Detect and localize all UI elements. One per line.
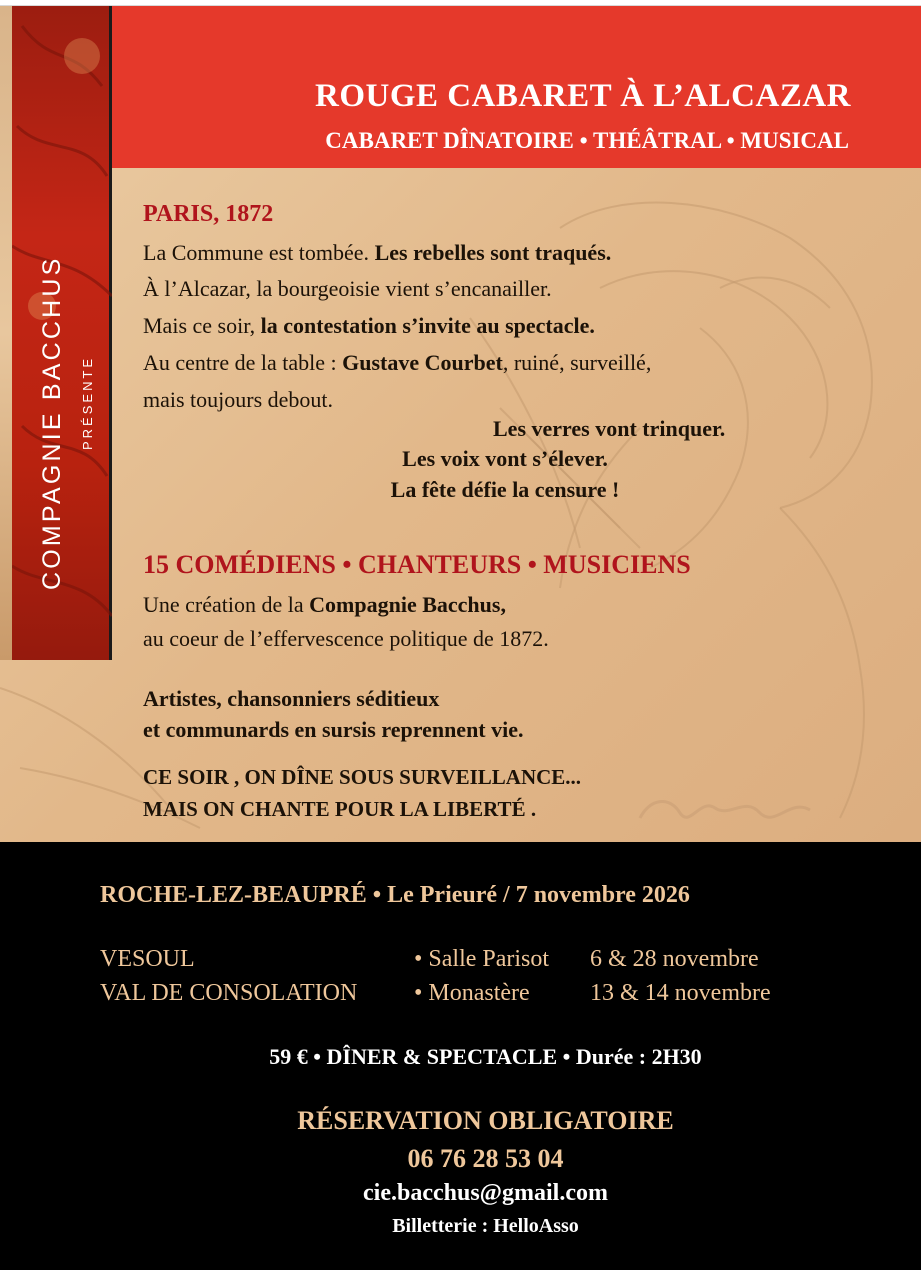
show-title: ROUGE CABARET À L’ALCAZAR [314,78,851,114]
synopsis-line-5: mais toujours debout. [143,387,334,412]
reservation-label: RÉSERVATION OBLIGATOIRE [297,1106,674,1135]
ticketing-info: Billetterie : HelloAsso [392,1215,579,1237]
synopsis-emphasis: Les rebelles sont traqués. [374,240,612,265]
presents-label-vertical: PRÉSENTE [80,355,95,450]
synopsis-heading: PARIS, 1872 [143,201,274,227]
tagline-line-1: CE SOIR , ON DÎNE SOUS SURVEILLANCE... [143,765,582,789]
artists-line-1: Artistes, chansonniers séditieux [143,686,440,711]
centered-line-1: Les verres vont trinquer. [493,416,726,441]
cast-heading: 15 COMÉDIENS • CHANTEURS • MUSICIENS [143,550,691,579]
synopsis-line-2: À l’Alcazar, la bourgeoisie vient s’encanailler. [143,276,552,301]
header-band [112,6,921,168]
venue-place: • Monastère [414,980,530,1006]
poster-side-edge [0,6,12,660]
synopsis-text: Au centre de la table : [143,350,343,375]
venue-dates: 13 & 14 novembre [590,980,771,1006]
cast-line-1 [143,592,506,618]
company-name-vertical: COMPAGNIE BACCHUS [38,255,66,590]
synopsis-line-4 [143,350,651,376]
show-subtitle: CABARET DÎNATOIRE • THÉÂTRAL • MUSICAL [325,128,849,153]
cast-line-2: au coeur de l’effervescence politique de 1872. [143,626,549,651]
price-info: 59 € • DÎNER & SPECTACLE • Durée : 2H30 [269,1044,702,1069]
synopsis-line-3 [143,313,595,339]
synopsis-emphasis: la contestation s’invite au spectacle. [260,313,595,338]
centered-line-2: Les voix vont s’élever. [402,446,608,471]
venue-dates: 6 & 28 novembre [590,946,759,972]
artists-line-2: et communards en sursis reprennent vie. [143,717,524,742]
synopsis-emphasis: Gustave Courbet [342,350,503,375]
venue-city: VAL DE CONSOLATION [100,980,358,1006]
cast-text: Une création de la [143,592,310,617]
venue-place: • Salle Parisot [414,946,550,972]
email-address[interactable]: cie.bacchus@gmail.com [363,1180,608,1206]
synopsis-line-1 [143,240,611,266]
synopsis-text: Mais ce soir, [143,313,261,338]
tagline-line-2: MAIS ON CHANTE POUR LA LIBERTÉ . [143,797,537,821]
main-venue: ROCHE-LEZ-BEAUPRÉ • Le Prieuré / 7 novembre 2026 [100,882,690,908]
phone-number[interactable]: 06 76 28 53 04 [407,1144,564,1173]
centered-line-3: La fête défie la censure ! [390,477,620,502]
cast-emphasis: Compagnie Bacchus, [309,592,506,617]
synopsis-text: La Commune est tombée. [143,240,375,265]
venue-city: VESOUL [100,946,195,972]
vertical-credit [22,200,112,590]
synopsis-text: , ruiné, surveillé, [502,350,652,375]
